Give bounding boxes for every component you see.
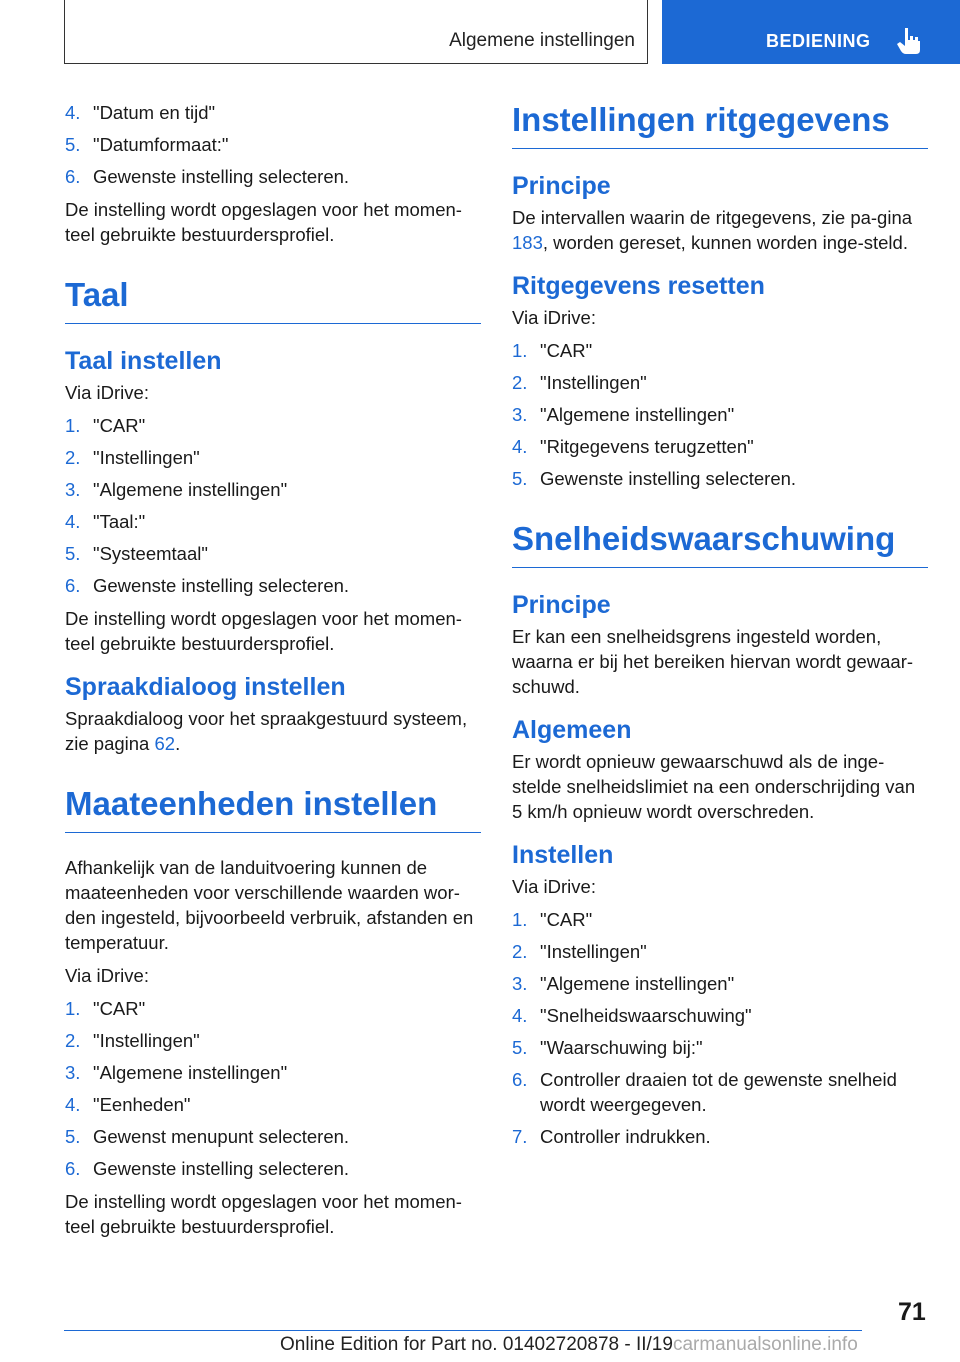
- list-item: 2. "Instellingen": [512, 941, 647, 962]
- list-item: 4. "Ritgegevens terugzetten": [512, 436, 754, 457]
- list-item: 3. "Algemene instellingen": [65, 1062, 288, 1083]
- left-column: [65, 100, 481, 1247]
- page-number: 71: [898, 1298, 926, 1326]
- list-item: 2. "Instellingen": [512, 372, 647, 393]
- list-item: 5. "Datumformaat:": [65, 134, 229, 155]
- page-link-183[interactable]: 183: [512, 232, 543, 253]
- profile-note: De instelling wordt opgeslagen voor het momen-teel gebruikte bestuurdersprofiel.: [65, 199, 462, 245]
- heading-algemeen: Algemeen: [512, 716, 632, 744]
- list-item: 1. "CAR": [512, 340, 593, 361]
- profile-note: De instelling wordt opgeslagen voor het momen-teel gebruikte bestuurdersprofiel.: [65, 1191, 462, 1237]
- header-section-title: Algemene instellingen: [449, 30, 635, 51]
- list-item: 5. "Waarschuwing bij:": [512, 1037, 703, 1058]
- taal-steps-list: [65, 413, 481, 598]
- heading-principe: Principe: [512, 591, 611, 619]
- list-item: 3. "Algemene instellingen": [512, 973, 735, 994]
- heading-maateenheden: Maateenheden instellen: [65, 784, 481, 833]
- list-item: 2. "Instellingen": [65, 1030, 200, 1051]
- heading-taal-instellen: Taal instellen: [65, 347, 222, 375]
- list-item: 6. Gewenste instelling selecteren.: [65, 575, 350, 596]
- list-item: 4. "Snelheidswaarschuwing": [512, 1005, 752, 1026]
- list-item: 6. Gewenste instelling selecteren.: [65, 1158, 350, 1179]
- snel-principe-text: Er kan een snelheidsgrens ingesteld worden, waarna er bij het bereiken hiervan wordt gewaar-schuwd.: [512, 626, 914, 697]
- heading-principe: Principe: [512, 172, 611, 200]
- list-item: 5. Gewenst menupunt selecteren.: [65, 1126, 350, 1147]
- spraak-text: Spraakdialoog voor het spraakgestuurd systeem, zie pagina 62.: [65, 708, 468, 754]
- footer-divider: [64, 1330, 862, 1331]
- header-chapter-title: BEDIENING: [766, 31, 871, 51]
- date-steps-list: [65, 100, 481, 189]
- via-idrive-label: Via iDrive:: [512, 307, 596, 328]
- header-chapter-tab: [662, 0, 960, 64]
- list-item: 5. Gewenste instelling selecteren.: [512, 468, 797, 489]
- hand-pointer-icon: [896, 26, 922, 56]
- list-item: 6. Controller draaien tot de gewenste snelheid wordt weergegeven.: [512, 1069, 897, 1115]
- watermark: carmanualsonline.info: [672, 1334, 858, 1355]
- heading-taal: Taal: [65, 275, 481, 324]
- heading-instellingen-ritgegevens: Instellingen ritgegevens: [512, 100, 928, 149]
- rit-principe-text: De intervallen waarin de ritgegevens, zie pa-gina 183, worden gereset, kunnen worden inge-steld.: [512, 207, 913, 253]
- via-idrive-label: Via iDrive:: [65, 382, 149, 403]
- page-link-62[interactable]: 62: [154, 733, 176, 754]
- heading-ritgegevens-resetten: Ritgegevens resetten: [512, 272, 765, 300]
- list-item: 1. "CAR": [65, 998, 146, 1019]
- snel-steps-list: [512, 907, 928, 1149]
- list-item: 1. "CAR": [512, 909, 593, 930]
- list-item: 4. "Taal:": [65, 511, 146, 532]
- heading-spraakdialoog: Spraakdialoog instellen: [65, 673, 346, 701]
- list-item: 4. "Eenheden": [65, 1094, 191, 1115]
- maat-intro: Afhankelijk van de landuitvoering kunnen de maateenheden voor verschillende waarden wor-den ingesteld, bijvoorbeeld verbruik, afstanden en temperatuur.: [65, 857, 474, 953]
- footer-edition: Online Edition for Part no. 01402720878 - II/19carmanualsonline.info: [280, 1334, 858, 1355]
- maat-steps-list: [65, 996, 481, 1181]
- list-item: 1. "CAR": [65, 415, 146, 436]
- list-item: 6. Gewenste instelling selecteren.: [65, 166, 350, 187]
- profile-note: De instelling wordt opgeslagen voor het momen-teel gebruikte bestuurdersprofiel.: [65, 608, 462, 654]
- list-item: 3. "Algemene instellingen": [512, 404, 735, 425]
- header-section-box: [64, 0, 648, 64]
- snel-algemeen-text: Er wordt opnieuw gewaarschuwd als de inge-stelde snelheidslimiet na een onderschrijding van 5 km/h opnieuw wordt overschreden.: [512, 751, 916, 822]
- list-item: 4. "Datum en tijd": [65, 102, 216, 123]
- via-idrive-label: Via iDrive:: [65, 965, 149, 986]
- list-item: 2. "Instellingen": [65, 447, 200, 468]
- list-item: 5. "Systeemtaal": [65, 543, 208, 564]
- heading-instellen: Instellen: [512, 841, 614, 869]
- heading-snelheidswaarschuwing: Snelheidswaarschuwing: [512, 519, 928, 568]
- right-column: [512, 100, 928, 1157]
- list-item: 3. "Algemene instellingen": [65, 479, 288, 500]
- via-idrive-label: Via iDrive:: [512, 876, 596, 897]
- list-item: 7. Controller indrukken.: [512, 1126, 711, 1147]
- rit-steps-list: [512, 338, 928, 491]
